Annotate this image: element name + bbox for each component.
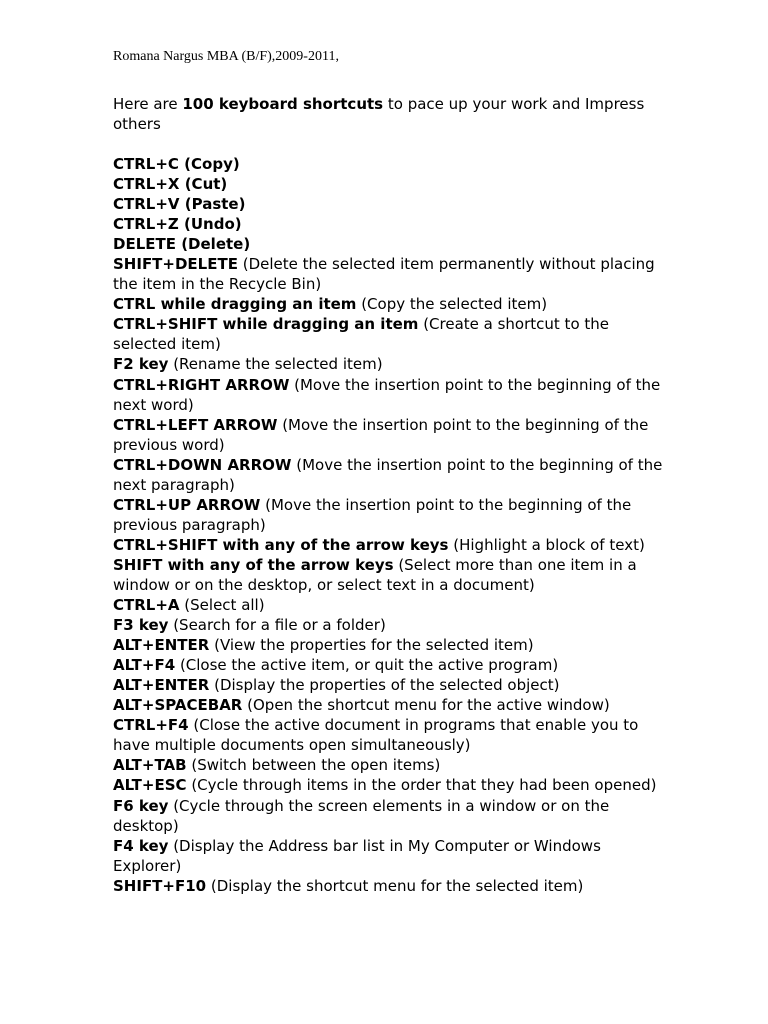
shortcut-item	[113, 314, 673, 354]
shortcut-description: (Cycle through items in the order that they had been opened)	[186, 776, 657, 795]
shortcut-item	[113, 876, 673, 896]
shortcut-description: (Open the shortcut menu for the active window)	[242, 696, 610, 715]
shortcut-description: (Paste)	[179, 195, 246, 214]
shortcut-item	[113, 715, 673, 755]
shortcut-key: CTRL+Z	[113, 215, 179, 234]
shortcut-item	[113, 595, 673, 615]
shortcut-description: (Cut)	[179, 175, 228, 194]
shortcut-item	[113, 615, 673, 635]
shortcut-item	[113, 214, 673, 234]
shortcut-item	[113, 354, 673, 374]
shortcut-item	[113, 174, 673, 194]
shortcut-item	[113, 635, 673, 655]
shortcut-description: (Move the insertion point to the beginning of the next word)	[113, 375, 661, 414]
shortcut-key: CTRL+A	[113, 596, 180, 615]
shortcut-description: (Delete)	[175, 235, 251, 254]
shortcut-item	[113, 234, 673, 254]
shortcut-key: F3 key	[113, 616, 169, 635]
shortcut-list	[113, 154, 673, 896]
shortcut-item	[113, 375, 673, 415]
shortcut-description: (Select more than one item in a window or on the desktop, or select text in a document)	[113, 555, 637, 594]
shortcut-item	[113, 495, 673, 535]
shortcut-key: DELETE	[113, 235, 176, 254]
shortcut-item	[113, 796, 673, 836]
shortcut-description: (Move the insertion point to the beginning of the previous word)	[113, 415, 649, 454]
shortcut-key: ALT+SPACEBAR	[113, 696, 243, 715]
shortcut-item	[113, 655, 673, 675]
shortcut-key: CTRL+C	[113, 155, 179, 173]
shortcut-item	[113, 755, 673, 775]
shortcut-description: (Undo)	[178, 215, 242, 234]
shortcut-item	[113, 194, 673, 214]
shortcut-description: (Display the properties of the selected object)	[209, 676, 560, 695]
shortcut-item	[113, 254, 673, 294]
shortcut-description: (Close the active item, or quit the active program)	[175, 656, 559, 675]
shortcut-key: CTRL while dragging an item	[113, 295, 357, 314]
shortcut-key: F4 key	[113, 836, 169, 855]
shortcut-item	[113, 415, 673, 455]
shortcut-description: (Move the insertion point to the beginning of the next paragraph)	[113, 455, 663, 494]
shortcut-description: (Close the active document in programs that enable you to have multiple documents open simultaneously)	[113, 716, 639, 755]
shortcut-description: (Move the insertion point to the beginning of the previous paragraph)	[113, 495, 632, 534]
shortcut-description: (Copy)	[178, 155, 240, 173]
shortcut-key: CTRL+SHIFT while dragging an item	[113, 315, 419, 334]
shortcut-key: SHIFT+F10	[113, 876, 207, 895]
shortcut-description: (Highlight a block of text)	[448, 535, 645, 554]
shortcut-description: (Cycle through the screen elements in a window or on the desktop)	[113, 796, 610, 835]
shortcut-key: ALT+TAB	[113, 756, 187, 775]
shortcut-description: (View the properties for the selected item)	[209, 636, 534, 655]
shortcut-key: CTRL+LEFT ARROW	[113, 415, 278, 434]
shortcut-item	[113, 675, 673, 695]
shortcut-key: CTRL+X	[113, 175, 180, 194]
shortcut-key: ALT+ENTER	[113, 676, 210, 695]
intro-suffix: to pace up your work and Impress others	[113, 95, 645, 133]
shortcut-item	[113, 836, 673, 876]
shortcut-item	[113, 695, 673, 715]
shortcut-description: (Switch between the open items)	[186, 756, 441, 775]
shortcut-description: (Rename the selected item)	[168, 355, 383, 374]
shortcut-description: (Display the Address bar list in My Computer or Windows Explorer)	[113, 836, 601, 875]
shortcut-key: ALT+ESC	[113, 776, 187, 795]
shortcut-key: CTRL+F4	[113, 716, 189, 735]
shortcut-key: CTRL+V	[113, 195, 180, 214]
shortcut-key: ALT+ENTER	[113, 636, 210, 655]
shortcut-item	[113, 455, 673, 495]
intro-paragraph	[113, 94, 673, 134]
shortcut-item	[113, 154, 673, 174]
author-line: Romana Nargus MBA (B/F),2009-2011,	[113, 49, 339, 64]
shortcut-key: SHIFT with any of the arrow keys	[113, 555, 394, 574]
shortcut-item	[113, 294, 673, 314]
shortcut-key: SHIFT+DELETE	[113, 255, 238, 274]
shortcut-item	[113, 555, 673, 595]
shortcut-key: F2 key	[113, 355, 169, 374]
shortcut-description: (Delete the selected item permanently without placing the item in the Recycle Bin)	[113, 255, 655, 294]
shortcut-item	[113, 535, 673, 555]
shortcut-description: (Copy the selected item)	[356, 295, 548, 314]
shortcut-key: CTRL+UP ARROW	[113, 495, 261, 514]
shortcut-key: ALT+F4	[113, 656, 176, 675]
shortcut-key: CTRL+RIGHT ARROW	[113, 375, 290, 394]
intro-prefix: Here are	[113, 95, 183, 113]
shortcut-description: (Select all)	[179, 596, 265, 615]
shortcut-description: (Search for a file or a folder)	[168, 616, 386, 635]
shortcut-item	[113, 775, 673, 795]
intro-highlight: 100 keyboard shortcuts	[182, 95, 384, 113]
shortcut-description: (Create a shortcut to the selected item)	[113, 315, 610, 354]
shortcut-key: F6 key	[113, 796, 169, 815]
shortcut-description: (Display the shortcut menu for the selected item)	[206, 876, 584, 895]
shortcut-key: CTRL+DOWN ARROW	[113, 455, 292, 474]
shortcut-key: CTRL+SHIFT with any of the arrow keys	[113, 535, 449, 554]
